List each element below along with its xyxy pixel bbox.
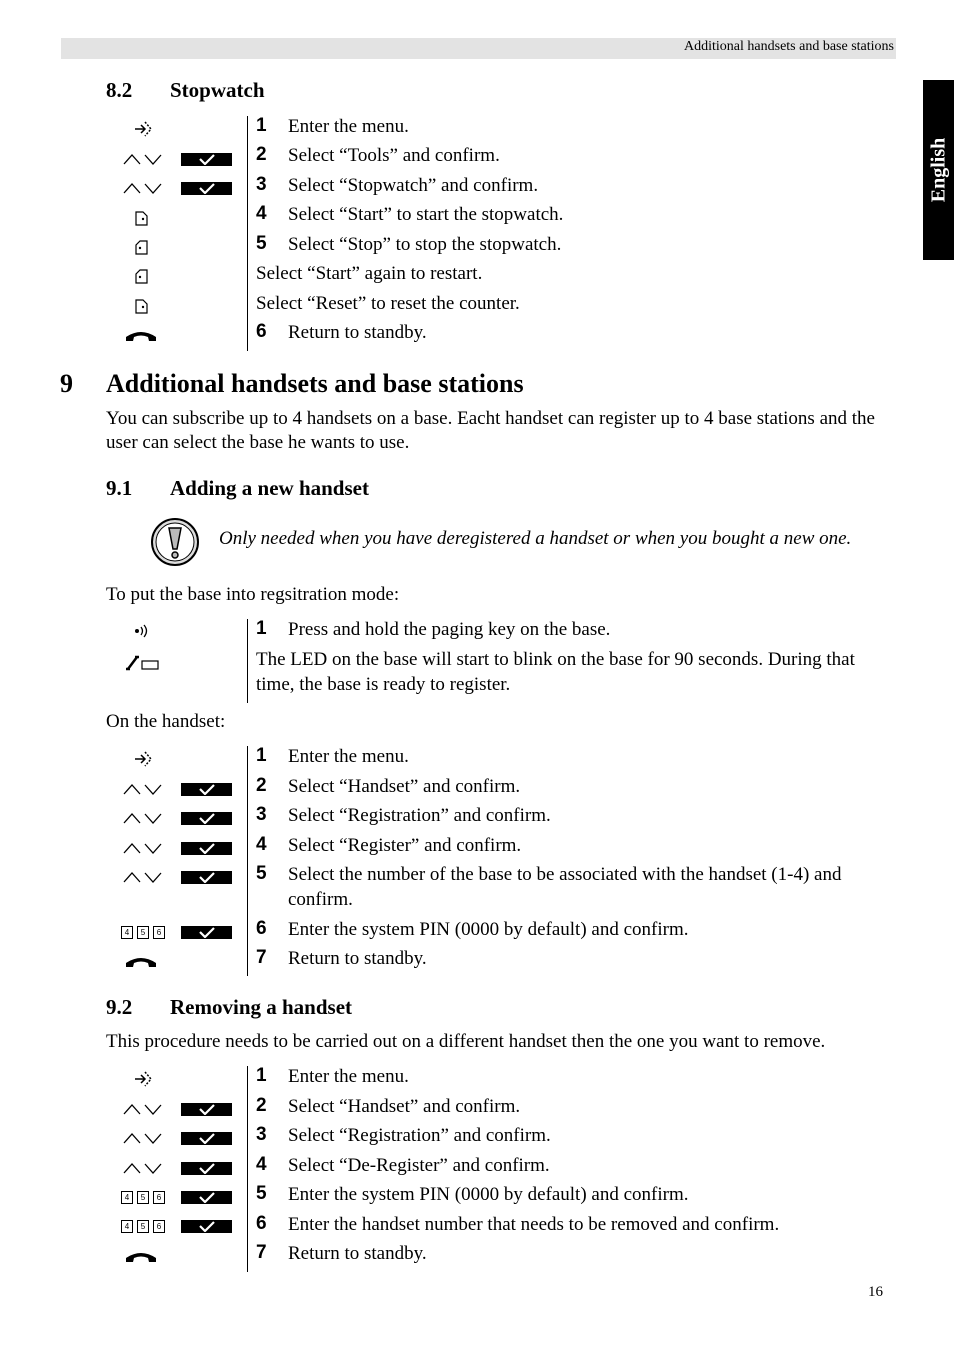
step-number: 7 (256, 1242, 267, 1263)
step-number: 7 (256, 947, 267, 968)
step-text: Select “De-Register” and confirm. (288, 1155, 550, 1176)
up-down-arrows-icon (122, 841, 164, 860)
step-number: 4 (256, 203, 267, 224)
ok-key-icon (181, 871, 232, 884)
step-number: 2 (256, 775, 267, 796)
step-text: Enter the menu. (288, 1066, 409, 1087)
step-text: Enter the handset number that needs to be removed and confirm. (288, 1214, 780, 1235)
step-text: Press and hold the paging key on the base. (288, 619, 611, 640)
ok-key-icon (181, 153, 232, 166)
keypad-key: 4 (121, 926, 133, 939)
step-number: 3 (256, 1124, 267, 1145)
step-text: Select “Start” to start the stopwatch. (288, 204, 564, 225)
step-text: Return to standby. (288, 322, 427, 343)
ok-key-icon (181, 1162, 232, 1175)
right-softkey-icon (135, 211, 148, 231)
base-led-icon (124, 655, 160, 676)
ok-key-icon (181, 842, 232, 855)
ok-key-icon (181, 1132, 232, 1145)
step-divider (247, 619, 248, 703)
step-text: Select “Handset” and confirm. (288, 1096, 521, 1117)
ok-key-icon (181, 812, 232, 825)
step-text: Enter the menu. (288, 116, 409, 137)
section-number: 9.2 (106, 995, 133, 1019)
keypad-key: 6 (153, 1220, 165, 1233)
step-number: 1 (256, 1065, 267, 1086)
ok-key-icon (181, 1191, 232, 1204)
step-text: The LED on the base will start to blink on the base for 90 seconds. During that time, the base is ready to register. (256, 649, 855, 695)
up-down-arrows-icon (122, 1102, 164, 1121)
keypad-digits-icon (121, 926, 165, 939)
language-tab-label: English (927, 137, 949, 203)
keypad-key: 5 (137, 1220, 149, 1233)
keypad-key: 4 (121, 1191, 133, 1204)
up-down-arrows-icon (122, 152, 164, 171)
chapter-intro: You can subscribe up to 4 handsets on a base. Eacht handset can register up to 4 base stations and the user can select the base he wants to use. (106, 408, 875, 453)
page-number: 16 (868, 1284, 883, 1300)
up-down-arrows-icon (122, 811, 164, 830)
ok-key-icon (181, 1220, 232, 1233)
up-down-arrows-icon (122, 870, 164, 889)
step-number: 1 (256, 745, 267, 766)
step-number: 5 (256, 863, 267, 884)
chapter-number: 9 (60, 369, 73, 398)
ok-key-icon (181, 182, 232, 195)
step-text: Enter the system PIN (0000 by default) and confirm. (288, 919, 689, 940)
step-text: Select “Stopwatch” and confirm. (288, 175, 539, 196)
warning-icon (150, 517, 200, 572)
step-number: 2 (256, 144, 267, 165)
section-title: Stopwatch (170, 78, 265, 102)
menu-key-icon (134, 121, 152, 142)
keypad-key: 5 (137, 1191, 149, 1204)
step-text: Select “Register” and confirm. (288, 835, 522, 856)
step-number: 1 (256, 115, 267, 136)
step-text: Enter the menu. (288, 746, 409, 767)
step-text: Select “Tools” and confirm. (288, 145, 500, 166)
keypad-key: 4 (121, 1220, 133, 1233)
paging-key-icon (134, 624, 150, 643)
step-number: 4 (256, 1154, 267, 1175)
keypad-key: 6 (153, 1191, 165, 1204)
keypad-digits-icon (121, 1220, 165, 1233)
step-number: 3 (256, 174, 267, 195)
step-text: Return to standby. (288, 1243, 427, 1264)
left-softkey-icon (135, 240, 148, 260)
ok-key-icon (181, 783, 232, 796)
step-text: Select the number of the base to be associated with the handset (1-4) and confirm. (288, 864, 842, 910)
note-text: Only needed when you have deregistered a handset or when you bought a new one. (219, 528, 852, 549)
step-text: Select “Handset” and confirm. (288, 776, 521, 797)
step-text: Select “Registration” and confirm. (288, 1125, 551, 1146)
step-divider (247, 116, 248, 351)
handset-intro: On the handset: (106, 711, 226, 732)
step-text: Select “Registration” and confirm. (288, 805, 551, 826)
ok-key-icon (181, 1103, 232, 1116)
right-softkey-icon (135, 299, 148, 319)
end-call-icon (124, 1250, 158, 1268)
step-number: 3 (256, 804, 267, 825)
step-text: Select “Start” again to restart. (256, 263, 483, 284)
left-softkey-icon (135, 269, 148, 289)
end-call-icon (124, 329, 158, 347)
section-title: Adding a new handset (170, 476, 369, 500)
ok-key-icon (181, 926, 232, 939)
up-down-arrows-icon (122, 181, 164, 200)
step-number: 6 (256, 918, 267, 939)
step-divider (247, 746, 248, 976)
step-number: 1 (256, 618, 267, 639)
section-intro: This procedure needs to be carried out on a different handset then the one you want to remove. (106, 1031, 826, 1052)
section-number: 9.1 (106, 476, 133, 500)
up-down-arrows-icon (122, 1131, 164, 1150)
running-header (61, 38, 896, 59)
step-text: Select “Reset” to reset the counter. (256, 293, 520, 314)
step-number: 2 (256, 1095, 267, 1116)
step-text: Return to standby. (288, 948, 427, 969)
running-title: Additional handsets and base stations (684, 39, 894, 54)
section-title: Removing a handset (170, 995, 353, 1019)
keypad-key: 5 (137, 926, 149, 939)
step-number: 6 (256, 1213, 267, 1234)
step-divider (247, 1066, 248, 1272)
up-down-arrows-icon (122, 782, 164, 801)
step-number: 5 (256, 1183, 267, 1204)
language-tab (923, 80, 954, 260)
step-text: Enter the system PIN (0000 by default) and confirm. (288, 1184, 689, 1205)
step-text: Select “Stop” to stop the stopwatch. (288, 234, 562, 255)
keypad-key: 6 (153, 926, 165, 939)
base-intro: To put the base into regsitration mode: (106, 584, 400, 605)
up-down-arrows-icon (122, 1161, 164, 1180)
end-call-icon (124, 955, 158, 973)
step-number: 5 (256, 233, 267, 254)
chapter-title: Additional handsets and base stations (106, 369, 524, 398)
section-number: 8.2 (106, 78, 133, 102)
keypad-digits-icon (121, 1191, 165, 1204)
menu-key-icon (134, 1071, 152, 1092)
step-number: 6 (256, 321, 267, 342)
menu-key-icon (134, 751, 152, 772)
step-number: 4 (256, 834, 267, 855)
